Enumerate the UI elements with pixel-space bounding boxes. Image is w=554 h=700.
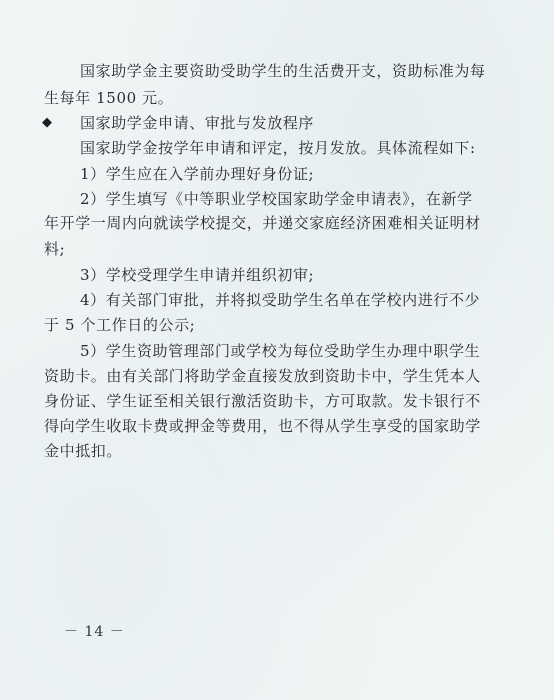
step-3-line: 3）学校受理学生申请并组织初审; [80, 266, 315, 284]
step-2-line-2: 年开学一周内向就读学校提交，并递交家庭经济困难相关证明材 [44, 214, 481, 232]
step-5-line-2: 资助卡。由有关部门将助学金直接发放到资助卡中，学生凭本人 [44, 367, 481, 385]
step-1-line: 1）学生应在入学前办理好身份证; [80, 165, 315, 183]
step-5-line-4: 得向学生收取卡费或押金等费用，也不得从学生享受的国家助学 [44, 417, 481, 435]
step-4-line-2: 于 5 个工作日的公示; [44, 316, 196, 334]
page-number: － 14 － [64, 624, 125, 640]
step-4-line-1: 4）有关部门审批，并将拟受助学生名单在学校内进行不少 [80, 291, 481, 309]
step-2-line-3: 料; [44, 240, 66, 258]
section-heading: 国家助学金申请、审批与发放程序 [80, 114, 315, 132]
step-2-line-1: 2）学生填写《中等职业学校国家助学金申请表》，在新学 [80, 190, 473, 208]
step-5-line-3: 身份证、学生证至相关银行激活资助卡，方可取款。发卡银行不 [44, 392, 481, 410]
black-diamond-bullet-icon: ◆ [42, 115, 52, 130]
paragraph-line-4: 国家助学金按学年申请和评定，按月发放。具体流程如下: [80, 139, 476, 157]
paragraph-line-2: 生每年 1500 元。 [44, 89, 174, 107]
step-5-line-5: 金中抵扣。 [44, 442, 123, 460]
paragraph-line-1: 国家助学金主要资助受助学生的生活费开支，资助标准为每 [80, 62, 486, 80]
step-5-line-1: 5）学生资助管理部门或学校为每位受助学生办理中职学生 [80, 342, 481, 360]
